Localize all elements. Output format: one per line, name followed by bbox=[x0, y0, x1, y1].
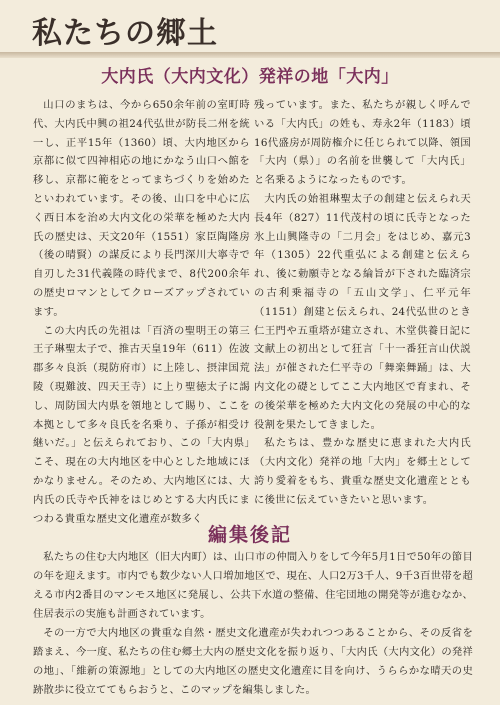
paragraph: その一方で大内地区の貴重な自然・歴史文化遺産が失われつつあることから、その反省を踏まえ、今一度、私たちの住む郷土大内の歴史文化を振り返り、「大内氏（大内文化）の発祥の地」、「維新の策源地」としての大内地区の歴史文化遺産に目を向け、うららかな晴天の史跡散歩に役立ててもらおうと、このマップを編集しました。 bbox=[33, 627, 473, 696]
paragraph: 私たちの住む大内地区（旧大内町）は、山口市の仲間入りをして今年5月1日で50年の節目の年を迎えます。市内でも数少ない人口増加地区で、現在、人口2万3千人、9千3百世帯を超える市内2番目のマンモス地区に発展し、公共下水道の整備、住宅団地の開発等が進むなか、住居表示の実施も計画されています。 bbox=[33, 551, 473, 620]
afterword-body bbox=[33, 548, 473, 700]
paragraph: 山口のまちは、今から650余年前の室町時代、大内氏中興の祖24代弘世が防長二州を統一し、正平15年（1360）頃、大内地区から京都に似て四神相応の地にかなう山口へ館を移し、京都に範をとってまちづくりを始めたといわれています。その後、山口を中心に広く西日本を治め大内文化の栄華を極めた大内氏の歴史は、天文20年（1551）家臣陶隆房（後の晴賢）の謀反により長門深川大寧寺で自刃した31代義隆の時代まで、8代200余年の歴史ロマンとしてクローズアップされています。 bbox=[33, 99, 250, 318]
section-heading-afterword: 編集後記 bbox=[207, 524, 292, 546]
paragraph: 大内氏の始祖琳聖太子の創建と伝えられ天長4年（827）11代茂村の頃に氏寺となった氷上山興隆寺の「二月会」をはじめ、嘉元3年（1305）22代重弘による創建と伝えられ、後に勅願寺となる綸旨が下された臨済宗の古利乗福寺の「五山文学」、仁平元年（1151）創建と伝えられ、24代弘世のとき仁王門や五重塔が建立され、木堂供養日記に文献上の初出として狂言「十一番狂言山伏説法」が催された仁平寺の「舞楽舞踊」は、大内文化の礎としてここ大内地区で育まれ、その後栄華を極めた大内文化の発展の中心的な役割を果たしてきました。 bbox=[254, 192, 471, 431]
section-heading-origin: 大内氏（大内文化）発祥の地「大内」 bbox=[101, 67, 399, 87]
paragraph: 私たちは、豊かな歴史に恵まれた大内氏（大内文化）発祥の地「大内」を郷土として誇り愛着をもち、貴重な歴史文化遺産とともに後世に伝えていきたいと思います。 bbox=[254, 437, 471, 506]
body-column-left bbox=[33, 96, 250, 528]
paragraph: 残っています。また、私たちが親しく呼んでいる「大内氏」の姓も、寿永2年（1183）頃16代盛房が周防権介に任じられて以降、領国「大内（県）」の名前を世襲して「大内氏」と名乗るようになったものです。 bbox=[254, 99, 471, 187]
body-column-right bbox=[254, 96, 471, 510]
title-divider bbox=[0, 52, 500, 58]
paragraph: この大内氏の先祖は「百済の聖明王の第三王子琳聖太子で、推古天皇19年（611）佐波郡多々良浜（現防府市）に上陸し、摂津国荒陵（現難波、四天王寺）に上り聖徳太子に謁し、周防国大内県を領地として賜り、ここを本拠として多々良氏を名乗り、子孫が相受け継いだ。」と伝えられており、この「大内県」こそ、現在の大内地区を中心とした地域にほかなりません。そのため、大内地区には、大内氏の氏寺や氏神をはじめとする大内氏にまつわる貴重な歴史文化遺産が数多く bbox=[33, 324, 250, 525]
page-title: 私たちの郷土 bbox=[32, 16, 218, 51]
